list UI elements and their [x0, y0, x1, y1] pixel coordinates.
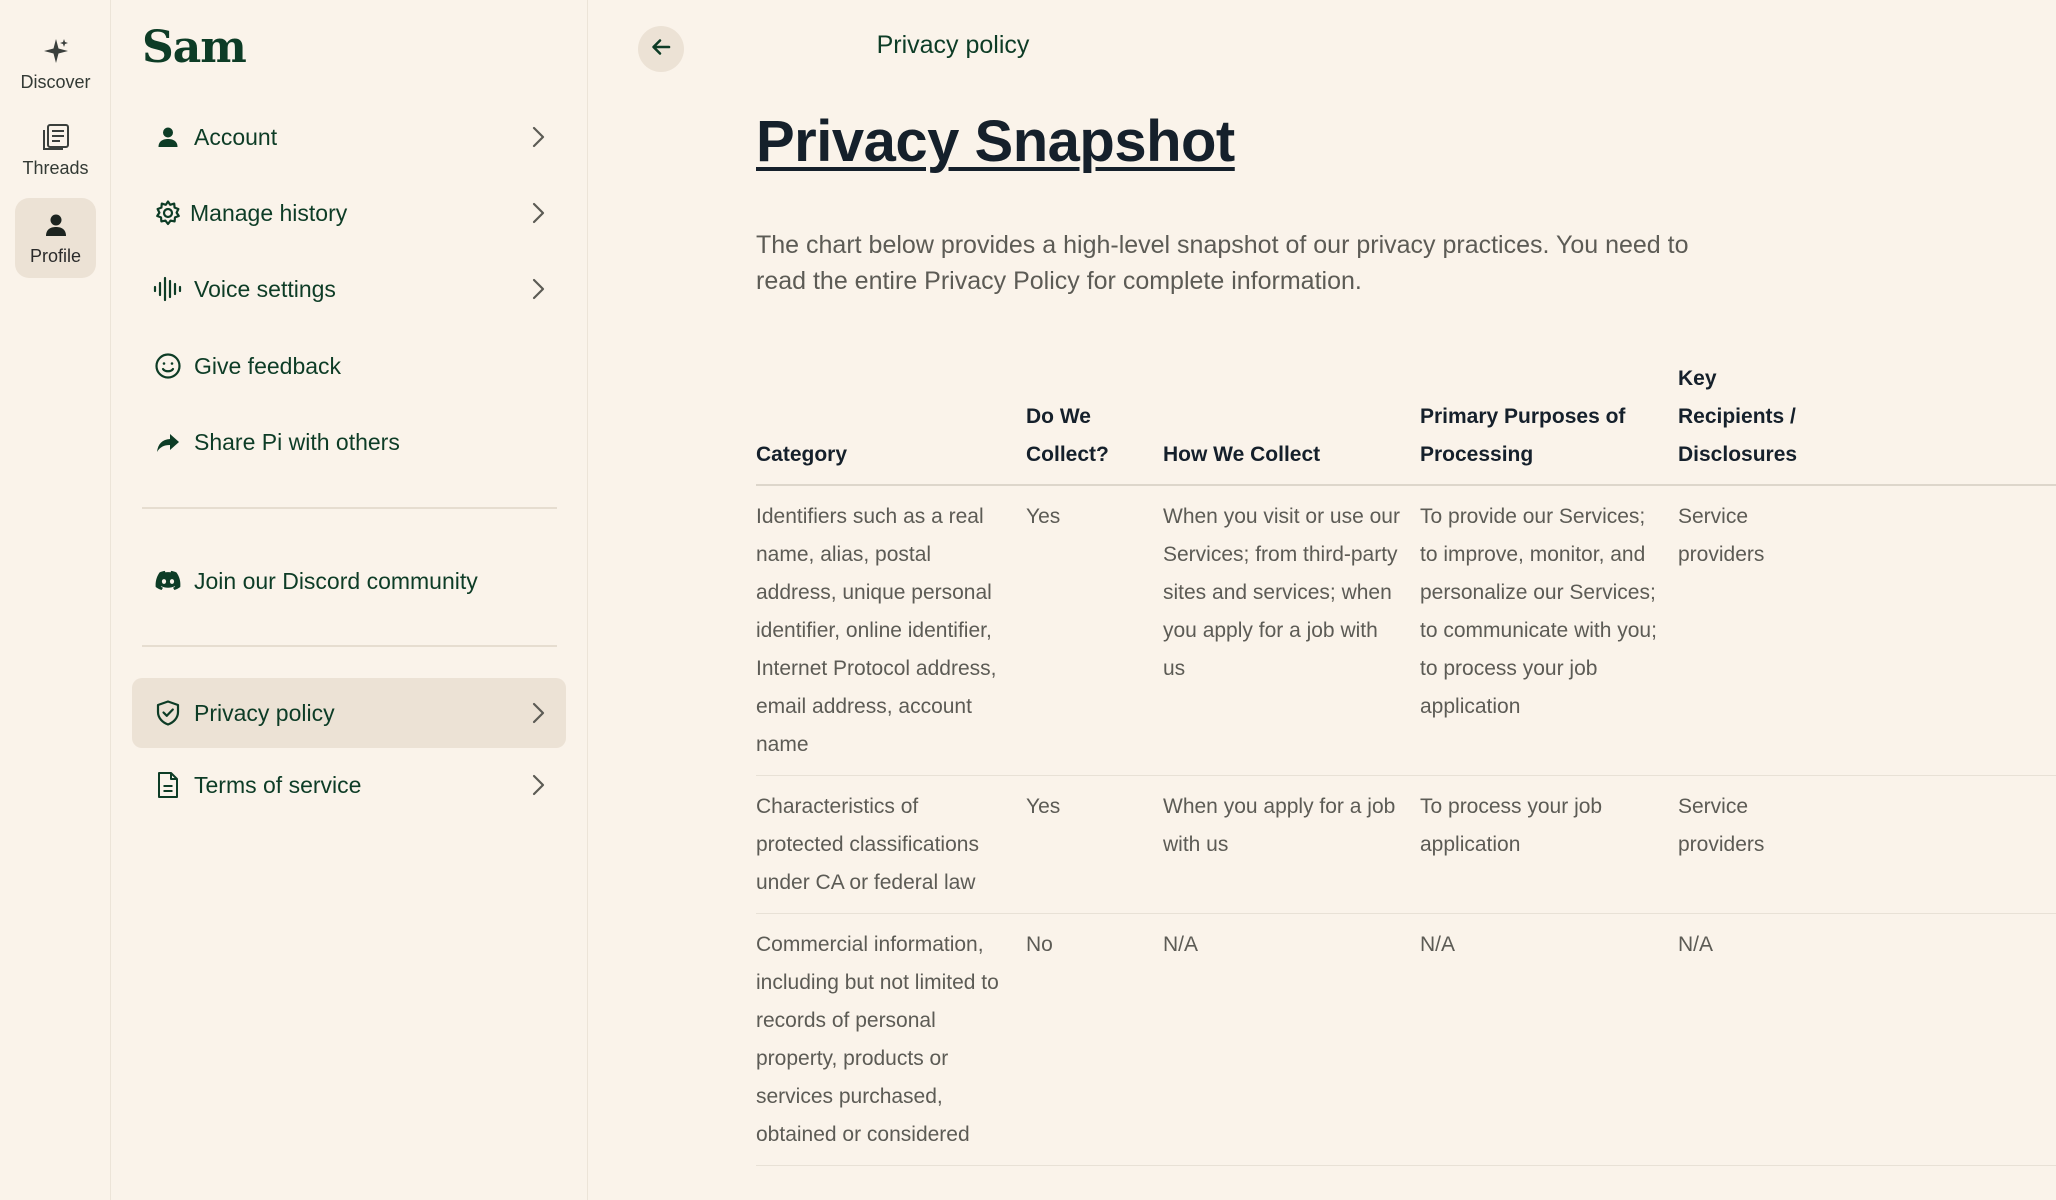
sidebar-item-terms-of-service[interactable]: [132, 750, 566, 820]
table-cell: Identifiers such as a real name, alias, postal address, unique personal identifier, online identifier, Internet Protocol address, email address, account name: [756, 485, 1026, 776]
chevron-right-icon: [526, 200, 550, 231]
sidebar-item-account[interactable]: [132, 102, 566, 172]
person-icon: [43, 210, 69, 240]
table-cell: N/A: [1678, 914, 2056, 1166]
discord-icon: [153, 566, 183, 596]
sidebar-item-label: Share Pi with others: [194, 428, 400, 455]
sidebar-divider: [142, 507, 557, 509]
table-cell: Yes: [1026, 776, 1163, 914]
settings-sidebar: [111, 0, 588, 1200]
table-cell: Commercial information, including but not limited to records of personal property, products or services purchased, obtained or considered: [756, 914, 1026, 1166]
sidebar-item-manage-history[interactable]: [132, 178, 566, 248]
table-cell: Characteristics of protected classifications under CA or federal law: [756, 776, 1026, 914]
sidebar-item-discord[interactable]: [132, 546, 566, 616]
shield-check-icon: [153, 698, 183, 728]
table-header-row: [756, 360, 2056, 485]
table-cell: Yes: [1026, 485, 1163, 776]
sparkle-icon: [42, 36, 70, 66]
table-row: [756, 914, 2056, 1166]
rail-label: Threads: [22, 157, 89, 178]
table-cell: When you apply for a job with us: [1163, 776, 1420, 914]
column-header: How We Collect: [1163, 360, 1420, 485]
column-header: Category: [756, 360, 1026, 485]
table-cell: No: [1026, 914, 1163, 1166]
table-row: [756, 776, 2056, 914]
sidebar-divider: [142, 645, 557, 647]
rail-label: Profile: [29, 245, 82, 266]
table-cell: To provide our Services; to improve, monitor, and personalize our Services; to communicate with you; to process your job application: [1420, 485, 1678, 776]
sidebar-item-label: Terms of service: [194, 771, 362, 798]
sidebar-item-share[interactable]: [132, 407, 566, 477]
person-icon: [153, 122, 183, 152]
table-cell: N/A: [1420, 914, 1678, 1166]
sidebar-item-label: Account: [194, 123, 278, 150]
table-cell: N/A: [1163, 914, 1420, 1166]
table-cell: When you visit or use our Services; from third-party sites and services; when you apply for a job with us: [1163, 485, 1420, 776]
rail-discover[interactable]: [15, 24, 96, 104]
column-header: Key Recipients / Disclosures: [1678, 360, 2056, 485]
brand-name: Sam: [142, 22, 246, 73]
chevron-right-icon: [526, 700, 550, 731]
threads-icon: [41, 122, 71, 152]
chevron-right-icon: [526, 276, 550, 307]
sidebar-item-privacy-policy[interactable]: [132, 678, 566, 748]
column-header: Primary Purposes of Processing: [1420, 360, 1678, 485]
document-heading: Privacy Snapshot: [756, 109, 1235, 174]
rail-profile[interactable]: [15, 198, 96, 278]
document-icon: [153, 770, 183, 800]
sidebar-item-voice-settings[interactable]: [132, 254, 566, 324]
snapshot-table: [756, 360, 2056, 1166]
rail-label: Discover: [20, 71, 91, 92]
waveform-icon: [153, 274, 183, 304]
chevron-right-icon: [526, 772, 550, 803]
sidebar-item-label: Give feedback: [194, 352, 342, 379]
sidebar-item-label: Join our Discord community: [194, 567, 478, 594]
app-rail: [0, 0, 111, 1200]
privacy-snapshot-table: [756, 360, 1798, 1166]
smiley-icon: [153, 351, 183, 381]
sidebar-item-label: Manage history: [190, 199, 348, 226]
table-cell: Service providers: [1678, 485, 2056, 776]
share-arrow-icon: [153, 427, 183, 457]
table-cell: To process your job application: [1420, 776, 1678, 914]
gear-icon: [153, 198, 183, 228]
privacy-document: [756, 0, 1798, 1200]
sidebar-item-label: Voice settings: [194, 275, 336, 302]
column-header: Do We Collect?: [1026, 360, 1163, 485]
table-row: [756, 485, 2056, 776]
chevron-right-icon: [526, 124, 550, 155]
table-cell: Service providers: [1678, 776, 2056, 914]
rail-threads[interactable]: [15, 110, 96, 190]
document-intro: The chart below provides a high-level snapshot of our privacy practices. You need to read the entire Privacy Policy for complete information.: [756, 231, 1689, 295]
sidebar-item-give-feedback[interactable]: [132, 331, 566, 401]
sidebar-item-label: Privacy policy: [194, 699, 335, 726]
page-title: Privacy policy: [876, 31, 1030, 59]
